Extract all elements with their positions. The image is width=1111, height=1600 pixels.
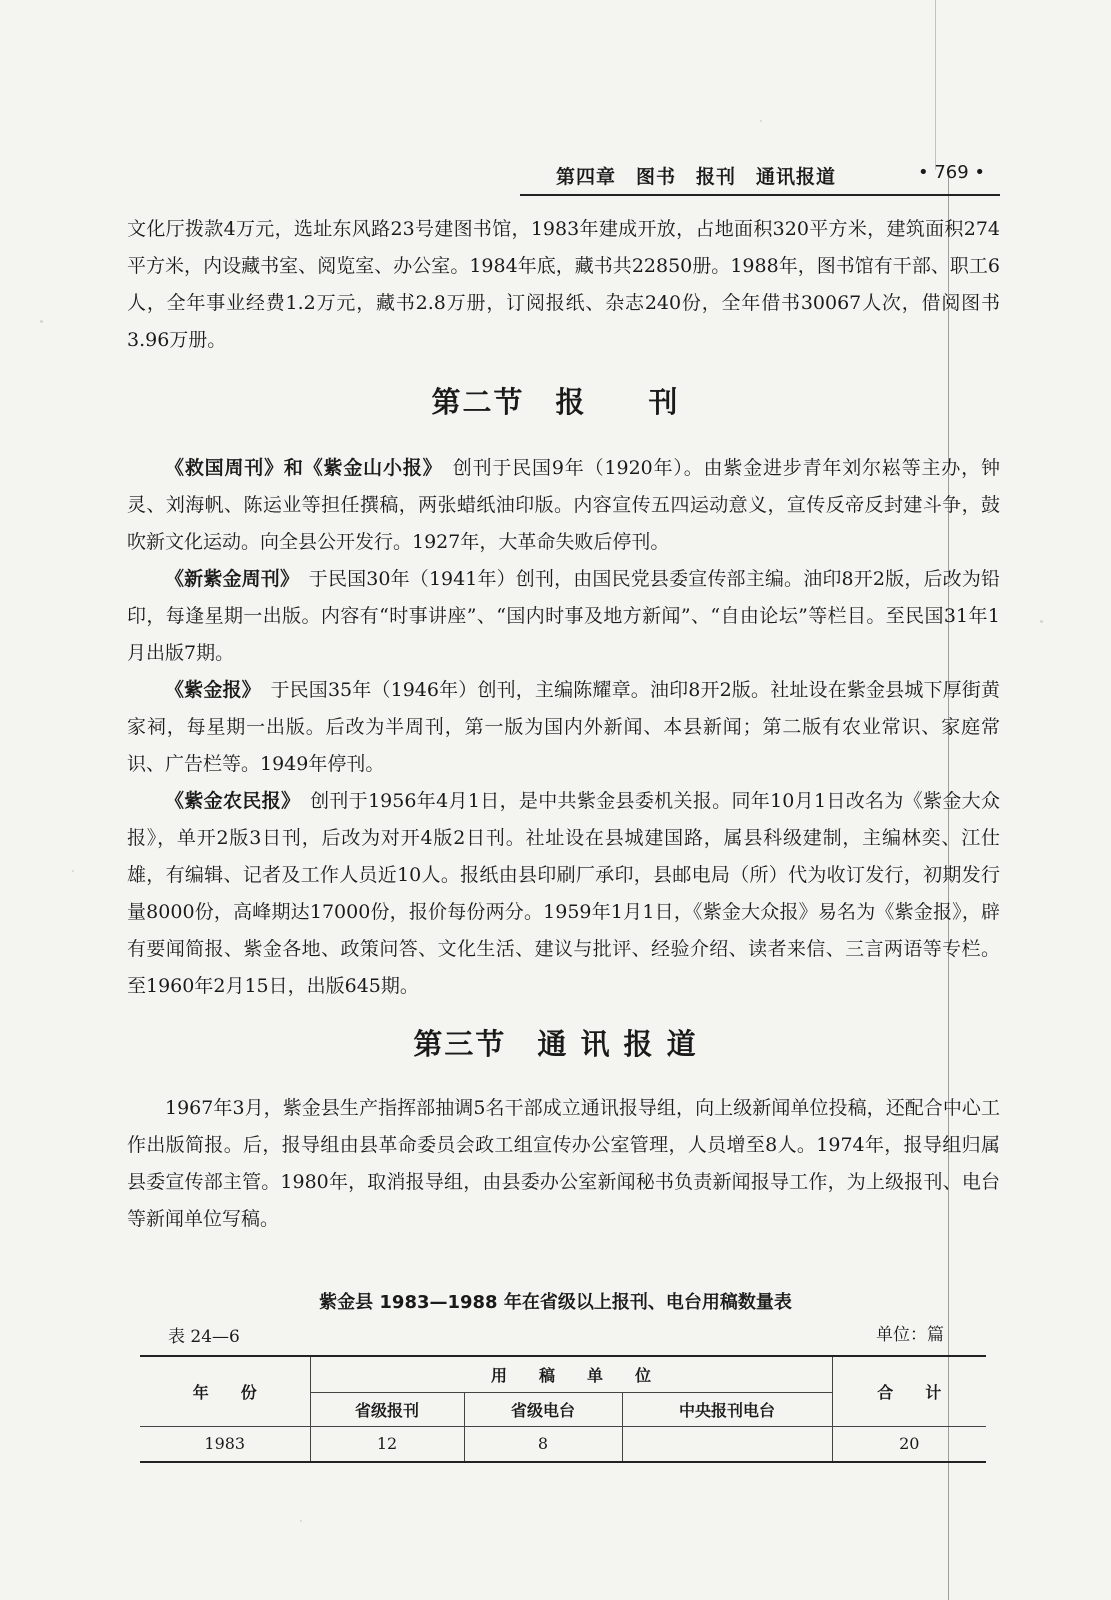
newspaper-entry (127, 783, 1000, 1005)
cell-year: 1983 (140, 1426, 310, 1462)
header-total: 合 计 (832, 1356, 986, 1426)
entry-text: 于民国30年（1941年）创刊，由国民党县委宣传部主编。油印8开2版，后改为铅印，每逢星期一出版。内容有“时事讲座”、“国内时事及地方新闻”、“自由论坛”等栏目。至民国31年1月出版7期。 (127, 568, 1000, 664)
submissions-table (140, 1355, 986, 1463)
table-label: 表 24—6 (168, 1327, 240, 1347)
scan-speck (300, 1520, 302, 1522)
table-caption: 紫金县 1983—1988 年在省级以上报刊、电台用稿数量表 (319, 1292, 792, 1313)
entry-text: 于民国35年（1946年）创刊，主编陈耀章。油印8开2版。社址设在紫金县城下厚街黄家祠，每星期一出版。后改为半周刊，第一版为国内外新闻、本县新闻；第二版有农业常识、家庭常识、广告栏等。1949年停刊。 (127, 679, 1000, 775)
section-3-title: 第三节 通 讯 报 道 (413, 1027, 698, 1061)
entry-lead: 《新紫金周刊》 (165, 568, 290, 590)
cell-total: 20 (832, 1426, 986, 1462)
running-header (520, 160, 1000, 196)
header-year: 年 份 (140, 1356, 310, 1426)
chapter-title: 第四章 图书 报刊 通讯报道 (556, 166, 837, 188)
newspaper-entry (127, 672, 1000, 783)
header-group: 用 稿 单 位 (310, 1356, 832, 1392)
cell-value: 12 (310, 1426, 464, 1462)
cell-value (622, 1426, 832, 1462)
scan-speck (1040, 620, 1043, 623)
newspaper-entry (127, 561, 1000, 672)
page-number: • 769 • (918, 162, 986, 183)
scan-speck (760, 120, 762, 122)
entry-lead: 《救国周刊》和《紫金山小报》 (165, 457, 433, 479)
scan-speck (72, 870, 74, 872)
intro-paragraph: 文化厅拨款4万元，选址东风路23号建图书馆，1983年建成开放，占地面积320平方米，建筑面积274平方米，内设藏书室、阅览室、办公室。1984年底，藏书共22850册。1988年，图书馆有干部、职工6人，全年事业经费1.2万元，藏书2.8万册，订阅报纸、杂志240份，全年借书30067人次，借阅图书3.96万册。 (127, 218, 1000, 351)
scan-speck (40, 320, 43, 323)
entry-text: 创刊于民国9年（1920年）。由紫金进步青年刘尔崧等主办，钟灵、刘海帆、陈运业等担任撰稿，两张蜡纸油印版。内容宣传五四运动意义，宣传反帝反封建斗争，鼓吹新文化运动。向全县公开发行。1927年，大革命失败后停刊。 (127, 457, 1000, 553)
table-row (140, 1426, 986, 1462)
newspaper-entry (127, 450, 1000, 561)
entry-lead: 《紫金报》 (165, 679, 252, 701)
entry-text: 创刊于1956年4月1日，是中共紫金县委机关报。同年10月1日改名为《紫金大众报》，单开2版3日刊，后改为对开4版2日刊。社址设在县城建国路，属县科级建制，主编林奕、江仕雄，有编辑、记者及工作人员近10人。报纸由县印刷厂承印，县邮电局（所）代为收订发行，初期发行量8000份，高峰期达17000份，报价每份两分。1959年1月1日，《紫金大众报》易名为《紫金报》，辟有要闻简报、紫金各地、政策问答、文化生活、建议与批评、经验介绍、读者来信、三言两语等专栏。至1960年2月15日，出版645期。 (127, 790, 1000, 997)
scan-fold-line (935, 0, 936, 170)
header-provincial-radio: 省级电台 (464, 1392, 622, 1426)
section-2-title: 第二节 报 刊 (431, 385, 680, 419)
entry-lead: 《紫金农民报》 (165, 790, 291, 812)
section-3-paragraph: 1967年3月，紫金县生产指挥部抽调5名干部成立通讯报导组，向上级新闻单位投稿，还配合中心工作出版简报。后，报导组由县革命委员会政工组宣传办公室管理，人员增至8人。1974年，报导组归属县委宣传部主管。1980年，取消报导组，由县委办公室新闻秘书负责新闻报导工作，为上级报刊、电台等新闻单位写稿。 (127, 1097, 1000, 1230)
header-central-press-radio: 中央报刊电台 (622, 1392, 832, 1426)
cell-value: 8 (464, 1426, 622, 1462)
table-header-row (140, 1356, 986, 1392)
table-unit: 单位：篇 (876, 1325, 944, 1345)
header-provincial-press: 省级报刊 (310, 1392, 464, 1426)
